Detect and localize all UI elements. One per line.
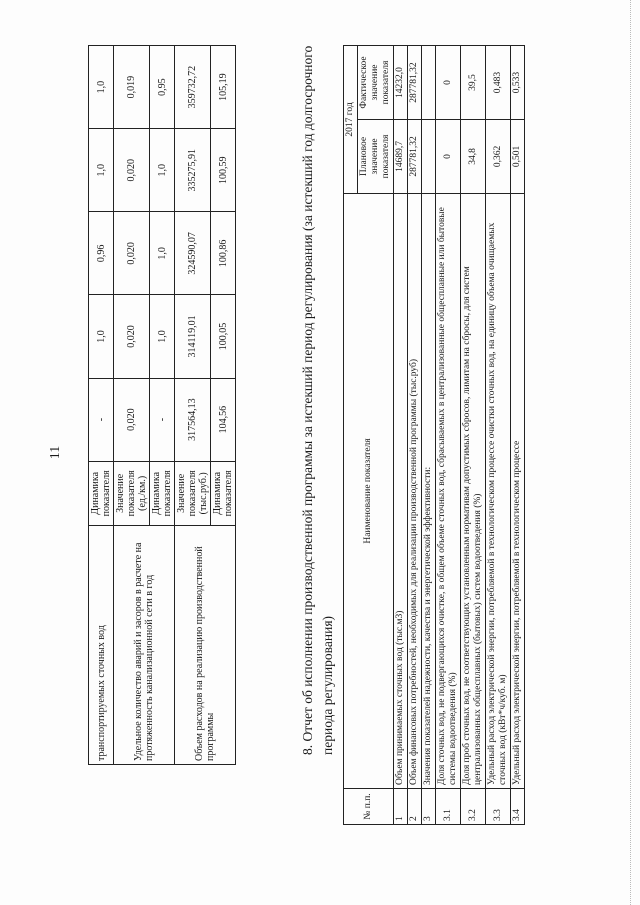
row-fact: 0 [436, 46, 461, 120]
row-no: 3.4 [511, 789, 525, 825]
row-metric: Значение показателя (тыс.руб.) [175, 461, 211, 525]
report-table [343, 45, 525, 825]
cell-value: 1,0 [89, 46, 114, 129]
table-row [89, 46, 114, 765]
row-fact: 0,533 [511, 46, 525, 120]
row-name: Значения показателей надежности, качества и энергетической эффективности: [422, 193, 436, 788]
row-fact [422, 46, 436, 120]
row-no: 3 [422, 789, 436, 825]
row-fact: 39,5 [461, 46, 486, 120]
row-fact: 287781,32 [408, 46, 422, 120]
header-name: Наименование показателя [344, 193, 394, 788]
cell-value: 0,020 [114, 378, 150, 461]
cell-value: 324590,07 [175, 212, 211, 295]
table-row [114, 46, 150, 765]
row-plan: 287781,32 [408, 120, 422, 194]
cell-value: 1,0 [89, 129, 114, 212]
cell-value: 100,86 [211, 212, 236, 295]
row-fact: 0,483 [486, 46, 511, 120]
row-name: Удельное количество аварий и засоров в расчете на протяженность канализационной сети в год [114, 526, 175, 765]
row-name: Доля сточных вод, не подвергающихся очистке, в общем объеме сточных вод, сбрасываемых в централизованные общесплавные или бытовые системы водоотведения (%) [436, 193, 461, 788]
table-row [461, 46, 486, 825]
header-fact: Фактическое значение показателя [358, 46, 394, 120]
table-row [408, 46, 422, 825]
cell-value: 1,0 [150, 129, 175, 212]
cell-value: 0,96 [89, 212, 114, 295]
table-row [511, 46, 525, 825]
row-plan: 0 [436, 120, 461, 194]
cell-value: 0,020 [114, 295, 150, 378]
row-metric: Динамика показателя [211, 461, 236, 525]
row-name: Доля проб сточных вод, не соответствующих установленным нормативам допустимых сбросов, лимитам на сбросы, для систем централизованных общесплавных (бытовых) систем водоотведения (%) [461, 193, 486, 788]
row-plan: 34,8 [461, 120, 486, 194]
cell-value: - [89, 378, 114, 461]
row-no: 3.3 [486, 789, 511, 825]
cell-value: 1,0 [150, 295, 175, 378]
cell-value: 1,0 [150, 212, 175, 295]
row-no: 3.1 [436, 789, 461, 825]
header-year: 2017 год [344, 46, 358, 194]
row-name: Объем финансовых потребностей, необходимых для реализации производственной программы (тыс.руб) [408, 193, 422, 788]
cell-value: 0,020 [114, 129, 150, 212]
row-metric: Значение показателя (ед./км.) [114, 461, 150, 525]
row-plan [422, 120, 436, 194]
row-name: транспортируемых сточных вод [89, 526, 114, 765]
page-number: 11 [48, 445, 63, 460]
cell-value: 100,59 [211, 129, 236, 212]
row-name: Объем расходов на реализацию производственной программы [175, 526, 236, 765]
row-plan: 0,362 [486, 120, 511, 194]
cell-value: 359732,72 [175, 46, 211, 129]
row-name: Удельный расход электрической энергии, потребляемой в технологическом процессе очистки сточных вод, на единицу объема очищаемых сточных вод (кВт*ч/куб. м) [486, 193, 511, 788]
cell-value: 0,019 [114, 46, 150, 129]
row-metric: Динамика показателя [89, 461, 114, 525]
row-fact: 14232,0 [394, 46, 408, 120]
cell-value: 314119,01 [175, 295, 211, 378]
row-plan: 0,501 [511, 120, 525, 194]
cell-value: 0,020 [114, 212, 150, 295]
header-no: № п.п. [344, 789, 394, 825]
table-row [175, 46, 211, 765]
section-heading: 8. Отчет об исполнении производственной программы за истекший период регулирования (за истекший год долгосрочного периода регулирования) [300, 45, 335, 755]
table-row [436, 46, 461, 825]
cell-value: 0,95 [150, 46, 175, 129]
cell-value: - [150, 378, 175, 461]
table-row [486, 46, 511, 825]
row-metric: Динамика показателя [150, 461, 175, 525]
row-plan: 14689,7 [394, 120, 408, 194]
cell-value: 104,56 [211, 378, 236, 461]
cell-value: 105,19 [211, 46, 236, 129]
cell-value: 100,05 [211, 295, 236, 378]
row-no: 2 [408, 789, 422, 825]
cell-value: 317564,13 [175, 378, 211, 461]
row-no: 3.2 [461, 789, 486, 825]
indicators-table [88, 45, 236, 765]
header-plan: Плановое значение показателя [358, 120, 394, 194]
table-row [394, 46, 408, 825]
header-row [344, 46, 358, 825]
row-name: Объем принимаемых сточных вод (тыс.м3) [394, 193, 408, 788]
row-no: 1 [394, 789, 408, 825]
cell-value: 335275,91 [175, 129, 211, 212]
table-row [422, 46, 436, 825]
row-name: Удельный расход электрической энергии, потребляемой в технологическом процессе [511, 193, 525, 788]
cell-value: 1,0 [89, 295, 114, 378]
